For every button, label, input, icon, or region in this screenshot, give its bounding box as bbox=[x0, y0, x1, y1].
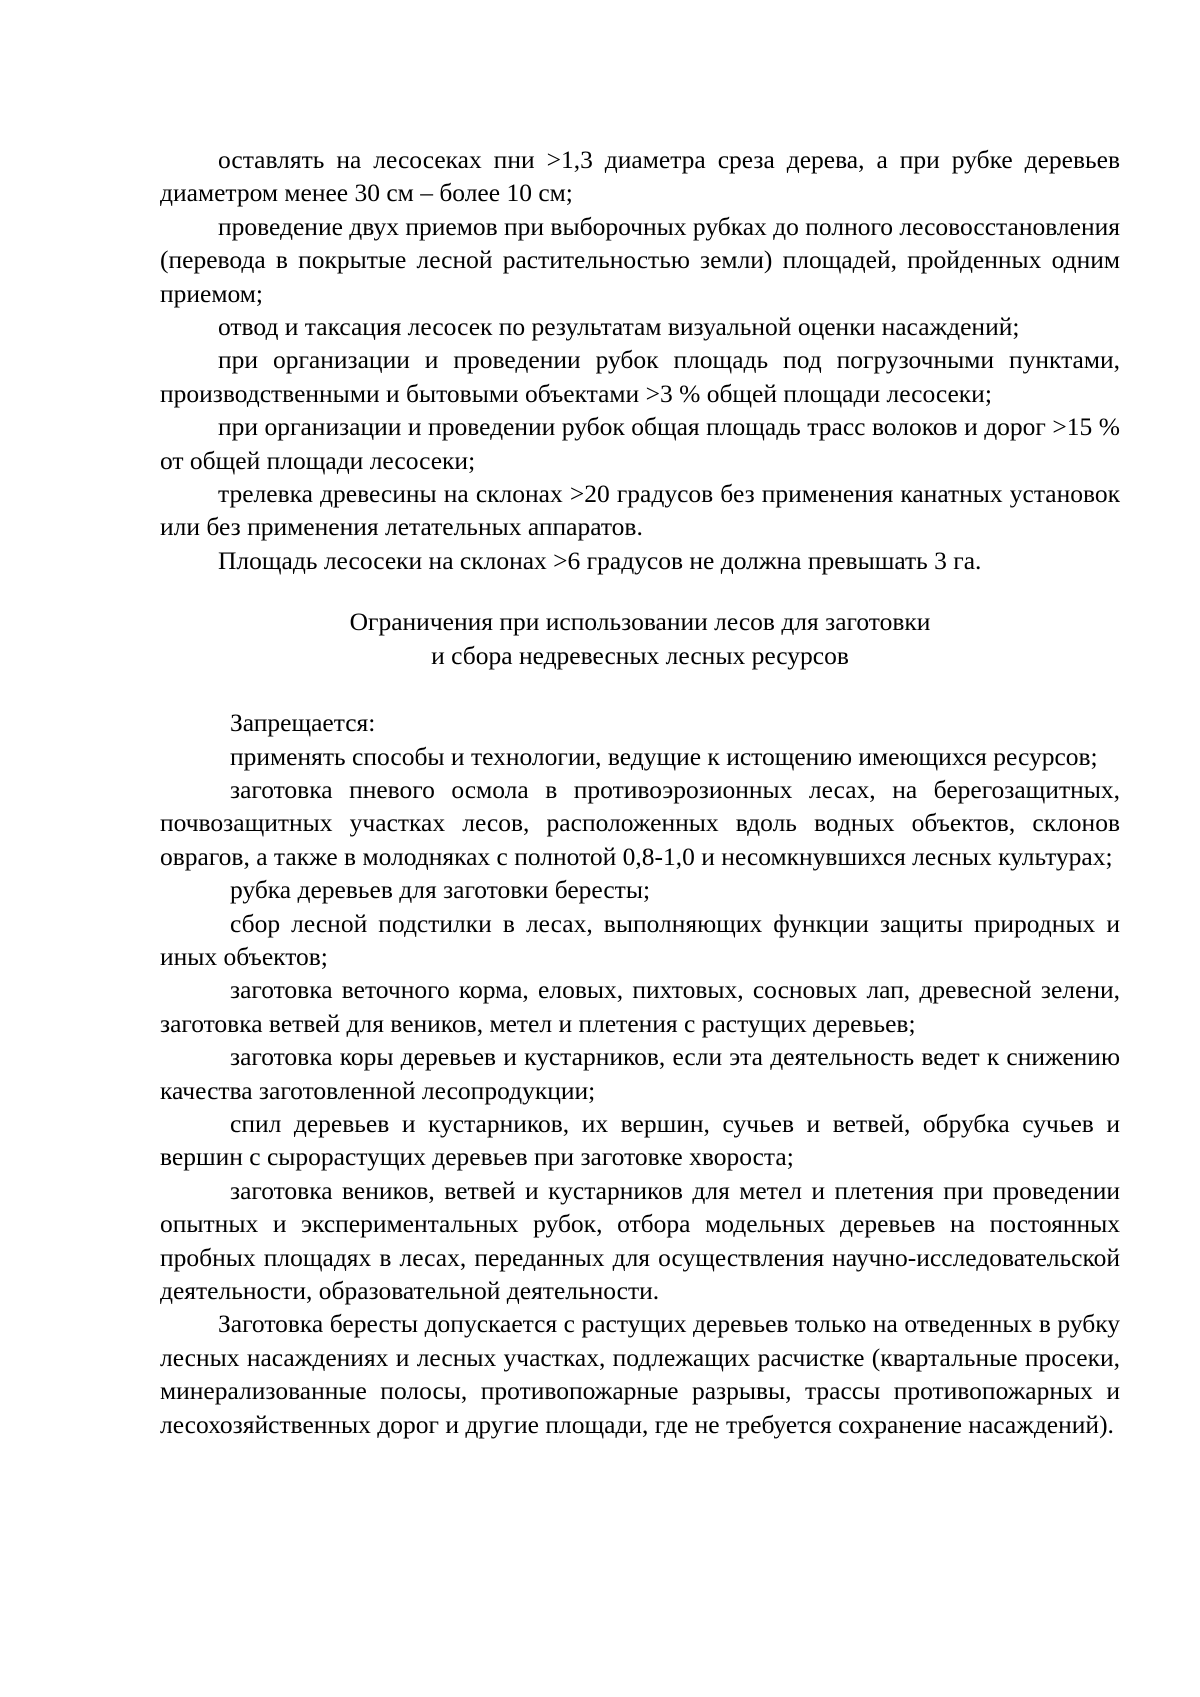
section-heading-line-1: Ограничения при использовании лесов для заготовки bbox=[349, 607, 931, 637]
paragraph: рубка деревьев для заготовки бересты; bbox=[230, 875, 651, 905]
paragraph: трелевка древесины на склонах >20 градусов без применения канатных установок или без применения летательных аппаратов. bbox=[160, 479, 1120, 542]
paragraph: применять способы и технологии, ведущие к истощению имеющихся ресурсов; bbox=[230, 741, 1098, 771]
paragraph: спил деревьев и кустарников, их вершин, сучьев и ветвей, обрубка сучьев и вершин с сырорастущих деревьев при заготовке хвороста; bbox=[160, 1108, 1120, 1172]
paragraph: заготовка веточного корма, еловых, пихтовых, сосновых лап, древесной зелени, заготовка ветвей для веников, метел и плетения с растущих деревьев; bbox=[160, 975, 1120, 1038]
document-page bbox=[160, 143, 1120, 1441]
paragraph: отвод и таксация лесосек по результатам визуальной оценки насаждений; bbox=[218, 312, 1020, 342]
paragraph: Площадь лесосеки на склонах >6 градусов не должна превышать 3 га. bbox=[218, 545, 982, 575]
spacer bbox=[160, 577, 1120, 605]
intro-text: Запрещается: bbox=[230, 708, 376, 738]
paragraph: заготовка веников, ветвей и кустарников для метел и плетения при проведении опытных и экспериментальных рубок, отбора модельных деревьев на постоянных пробных площадях в лесах, переданных для осуществления научно-исследовательской деятельности, образовательной деятельности. bbox=[160, 1175, 1120, 1305]
paragraph: при организации и проведении рубок площадь под погрузочными пунктами, производственными и бытовыми объектами >3 % общей площади лесосеки; bbox=[160, 345, 1120, 408]
paragraph: Заготовка бересты допускается с растущих деревьев только на отведенных в рубку лесных насаждениях и лесных участках, подлежащих расчистке (квартальные просеки, минерализованные полосы, противопожарные разрывы, трассы противопожарных и лесохозяйственных дорог и другие площади, где не требуется сохранение насаждений). bbox=[160, 1309, 1120, 1439]
paragraph: при организации и проведении рубок общая площадь трасс волоков и дорог >15 % от общей площади лесосеки; bbox=[160, 412, 1120, 475]
paragraph: оставлять на лесосеках пни >1,3 диаметра среза дерева, а при рубке деревьев диаметром менее 30 см – более 10 см; bbox=[160, 145, 1120, 208]
paragraph: проведение двух приемов при выборочных рубках до полного лесовосстановления (перевода в покрытые лесной растительностью земли) площадей, пройденных одним приемом; bbox=[160, 211, 1120, 308]
paragraph: сбор лесной подстилки в лесах, выполняющих функции защиты природных и иных объектов; bbox=[160, 908, 1120, 971]
paragraph: заготовка пневого осмола в противоэрозионных лесах, на берегозащитных, почвозащитных участках лесов, расположенных вдоль водных объектов, склонов оврагов, а также в молодняках с полнотой 0,8-1,0 и несомкнувшихся лесных культурах; bbox=[160, 774, 1120, 871]
section-heading-line-2: и сбора недревесных лесных ресурсов bbox=[431, 640, 849, 670]
spacer bbox=[160, 672, 1120, 706]
paragraph: заготовка коры деревьев и кустарников, если эта деятельность ведет к снижению качества заготовленной лесопродукции; bbox=[160, 1042, 1120, 1105]
